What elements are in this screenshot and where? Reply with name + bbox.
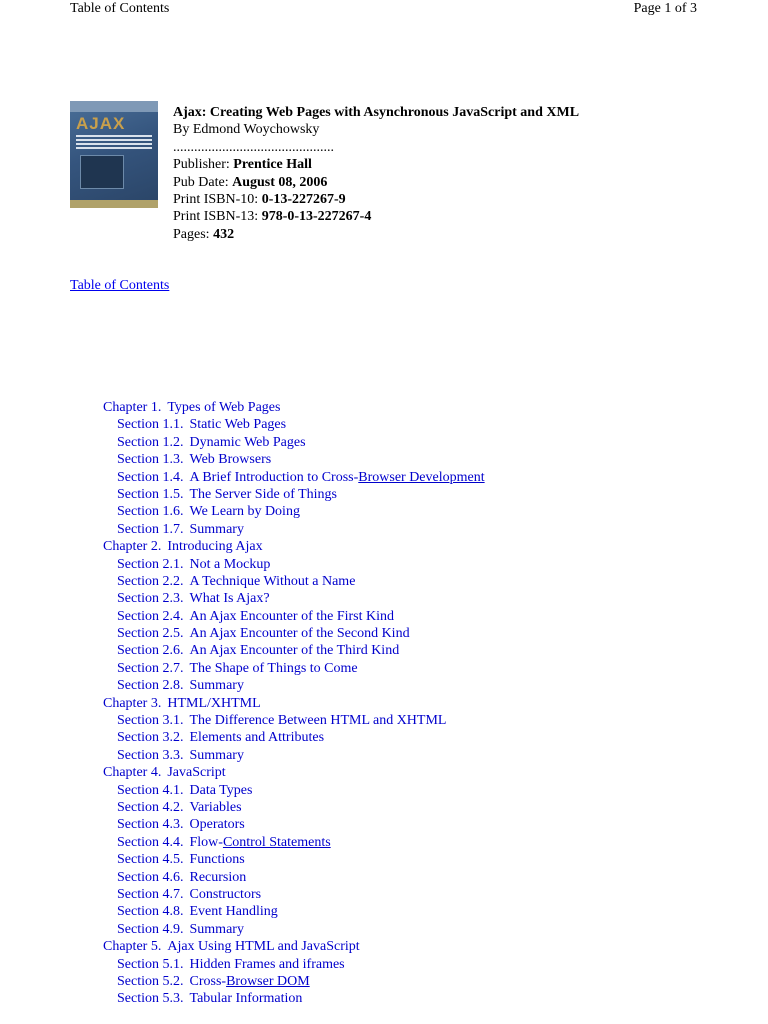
- toc-entry-title: What Is Ajax?: [189, 591, 270, 607]
- toc-entry-title: Summary: [189, 747, 244, 763]
- toc-entry-title: Functions: [189, 852, 245, 868]
- toc-entry-number: Section 4.1.: [117, 782, 184, 798]
- toc-entry-number: Section 5.1.: [117, 956, 184, 972]
- cover-logo-text: AJAX: [76, 114, 126, 133]
- toc-section-link[interactable]: [103, 469, 485, 486]
- toc-entry-title: Types of Web Pages: [167, 400, 281, 415]
- toc-entry-number: Section 3.3.: [117, 747, 184, 763]
- toc-entry-title: Web Browsers: [189, 452, 272, 468]
- toc-chapter-link[interactable]: [103, 538, 485, 555]
- toc-entry-number: Section 1.4.: [117, 469, 184, 485]
- toc-section-link[interactable]: [103, 660, 485, 677]
- toc-entry-number: Section 4.2.: [117, 799, 184, 815]
- toc-section-link[interactable]: [103, 573, 485, 590]
- toc-entry-number: Chapter 2.: [103, 539, 162, 555]
- toc-section-link[interactable]: [103, 990, 485, 1007]
- toc-entry-title: Static Web Pages: [189, 417, 287, 433]
- toc-section-link[interactable]: [103, 556, 485, 573]
- toc-entry-title: Variables: [189, 799, 242, 815]
- toc-entry-title: An Ajax Encounter of the Third Kind: [189, 643, 400, 659]
- pubdate-line: Pub Date: August 08, 2006: [173, 174, 328, 190]
- toc-entry-number: Section 4.8.: [117, 904, 184, 920]
- toc-entry-title: A Brief Introduction to Cross-: [189, 469, 359, 485]
- toc-entry-title: Event Handling: [189, 904, 278, 920]
- isbn13-line: Print ISBN-13: 978-0-13-227267-4: [173, 209, 372, 225]
- toc-chapter-link[interactable]: [103, 764, 485, 781]
- toc-section-link[interactable]: [103, 521, 485, 538]
- toc-section-link[interactable]: [103, 747, 485, 764]
- toc-entry-title: We Learn by Doing: [189, 504, 300, 520]
- toc-section-link[interactable]: [103, 869, 485, 886]
- toc-section-link[interactable]: [103, 434, 485, 451]
- toc-entry-title: Constructors: [189, 886, 262, 902]
- book-title: Ajax: Creating Web Pages with Asynchronous JavaScript and XML: [173, 105, 580, 120]
- toc-entry-number: Section 4.3.: [117, 817, 184, 833]
- toc-entry-number: Section 2.4.: [117, 608, 184, 624]
- toc-entry-title: The Difference Between HTML and XHTML: [189, 713, 447, 729]
- toc-entry-number: Section 1.2.: [117, 434, 184, 450]
- toc-entry-number: Section 2.8.: [117, 678, 184, 694]
- toc-entry-number: Section 1.5.: [117, 486, 184, 502]
- toc-section-link[interactable]: [103, 851, 485, 868]
- toc-entry-number: Section 3.2.: [117, 730, 184, 746]
- toc-entry-number: Section 3.1.: [117, 713, 184, 729]
- toc-section-link[interactable]: [103, 886, 485, 903]
- toc-entry-number: Section 2.6.: [117, 643, 184, 659]
- toc-section-link[interactable]: [103, 816, 485, 833]
- toc-entry-title: Ajax Using HTML and JavaScript: [167, 939, 360, 955]
- toc-entry-title: Recursion: [189, 869, 247, 885]
- toc-entry-number: Section 4.5.: [117, 852, 184, 868]
- toc-entry-title: Introducing Ajax: [167, 539, 263, 555]
- book-info: [173, 104, 579, 243]
- toc-chapter-link[interactable]: [103, 695, 485, 712]
- toc-entry-title: Operators: [189, 817, 245, 833]
- toc-section-link[interactable]: [103, 625, 485, 642]
- toc-entry-title: JavaScript: [167, 765, 226, 781]
- toc-section-link[interactable]: [103, 642, 485, 659]
- toc-entry-number: Section 1.6.: [117, 504, 184, 520]
- toc-section-link[interactable]: [103, 973, 485, 990]
- toc-list: [103, 399, 485, 1008]
- toc-entry-title: Hidden Frames and iframes: [189, 956, 345, 972]
- toc-entry-number: Section 1.1.: [117, 417, 184, 433]
- toc-section-link[interactable]: [103, 921, 485, 938]
- toc-entry-number: Section 5.3.: [117, 991, 184, 1007]
- toc-section-link[interactable]: [103, 712, 485, 729]
- toc-section-link[interactable]: [103, 729, 485, 746]
- toc-entry-title: Summary: [189, 678, 244, 694]
- toc-entry-title: Dynamic Web Pages: [189, 434, 306, 450]
- toc-entry-number: Section 4.7.: [117, 886, 184, 902]
- toc-entry-title-continuation: Browser DOM: [226, 973, 310, 989]
- dotted-separator: ..............................................: [173, 139, 334, 155]
- toc-entry-title: The Shape of Things to Come: [189, 660, 358, 676]
- toc-entry-number: Section 2.2.: [117, 573, 184, 589]
- toc-entry-title: Data Types: [189, 782, 253, 798]
- toc-entry-title: Cross-: [189, 973, 227, 989]
- toc-section-link[interactable]: [103, 782, 485, 799]
- toc-entry-title: An Ajax Encounter of the First Kind: [189, 608, 395, 624]
- toc-section-link[interactable]: [103, 903, 485, 920]
- book-cover-image: [70, 101, 158, 208]
- toc-chapter-link[interactable]: [103, 399, 485, 416]
- book-author: By Edmond Woychowsky: [173, 122, 320, 138]
- table-of-contents-link[interactable]: Table of Contents: [70, 278, 170, 293]
- toc-entry-number: Section 1.3.: [117, 452, 184, 468]
- toc-section-link[interactable]: [103, 956, 485, 973]
- toc-entry-number: Section 5.2.: [117, 973, 184, 989]
- toc-section-link[interactable]: [103, 590, 485, 607]
- toc-entry-number: Chapter 5.: [103, 939, 162, 955]
- toc-entry-title-continuation: Control Statements: [222, 834, 331, 850]
- toc-section-link[interactable]: [103, 503, 485, 520]
- toc-section-link[interactable]: [103, 608, 485, 625]
- toc-entry-title-continuation: Browser Development: [358, 469, 485, 485]
- toc-entry-number: Section 4.4.: [117, 834, 184, 850]
- toc-section-link[interactable]: [103, 799, 485, 816]
- toc-section-link[interactable]: [103, 486, 485, 503]
- publisher-line: Publisher: Prentice Hall: [173, 157, 312, 173]
- toc-entry-title: An Ajax Encounter of the Second Kind: [189, 626, 410, 642]
- pages-line: Pages: 432: [173, 226, 235, 242]
- toc-entry-number: Section 2.1.: [117, 556, 184, 572]
- toc-entry-title: Tabular Information: [189, 991, 303, 1007]
- toc-entry-title: HTML/XHTML: [167, 695, 261, 711]
- page-number: Page 1 of 3: [633, 1, 697, 16]
- toc-entry-number: Chapter 1.: [103, 400, 162, 415]
- toc-entry-title: Not a Mockup: [189, 556, 271, 572]
- toc-entry-title: Summary: [189, 921, 244, 937]
- toc-entry-number: Section 2.3.: [117, 591, 184, 607]
- toc-entry-title: Flow-: [189, 834, 223, 850]
- toc-entry-number: Chapter 3.: [103, 695, 162, 711]
- page-header-title: Table of Contents: [70, 1, 170, 16]
- toc-entry-number: Section 1.7.: [117, 521, 184, 537]
- toc-entry-number: Section 4.9.: [117, 921, 184, 937]
- isbn10-line: Print ISBN-10: 0-13-227267-9: [173, 192, 346, 208]
- toc-section-link[interactable]: [103, 451, 485, 468]
- toc-entry-title: Summary: [189, 521, 244, 537]
- toc-entry-number: Section 4.6.: [117, 869, 184, 885]
- toc-entry-title: A Technique Without a Name: [189, 573, 356, 589]
- toc-section-link[interactable]: [103, 416, 485, 433]
- toc-section-link[interactable]: [103, 834, 485, 851]
- toc-entry-title: Elements and Attributes: [189, 730, 325, 746]
- toc-entry-number: Section 2.7.: [117, 660, 184, 676]
- toc-section-link[interactable]: [103, 677, 485, 694]
- toc-chapter-link[interactable]: [103, 938, 485, 955]
- toc-entry-title: The Server Side of Things: [189, 486, 337, 502]
- toc-entry-number: Section 2.5.: [117, 626, 184, 642]
- toc-entry-number: Chapter 4.: [103, 765, 162, 781]
